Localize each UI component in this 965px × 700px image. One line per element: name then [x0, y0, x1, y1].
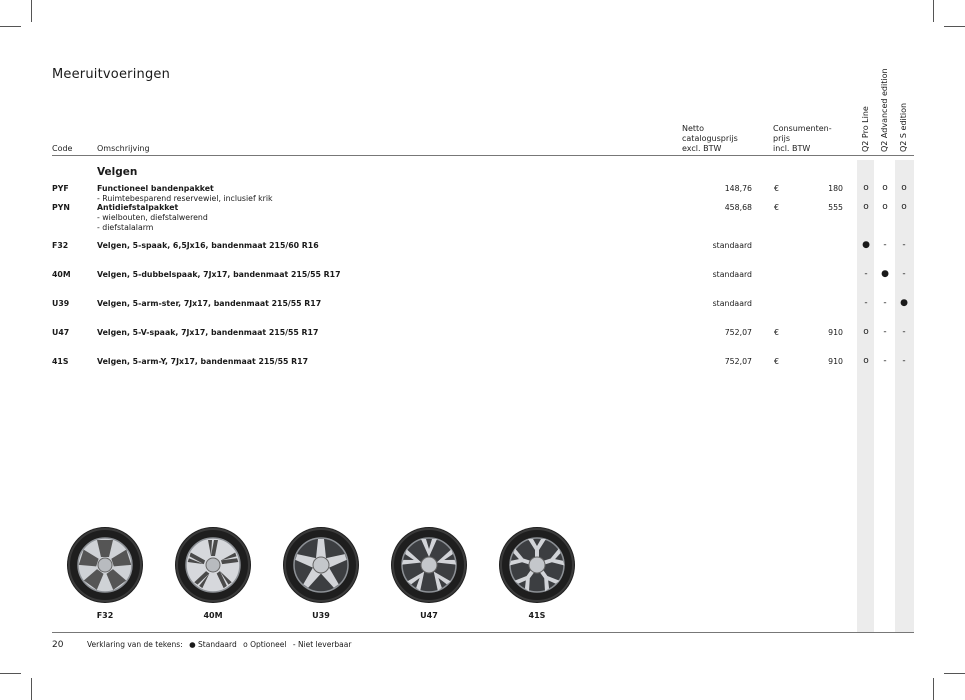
wheel-image-41s: [498, 526, 576, 604]
table-row: [0, 299, 965, 313]
row-description: Functioneel bandenpakket: [97, 184, 214, 193]
variant-column-shade: [895, 160, 914, 632]
crop-mark: [933, 678, 934, 700]
avail-s-edition: o: [901, 202, 907, 212]
row-consumer-price: 180: [828, 184, 843, 193]
avail-pro-line: ●: [862, 240, 870, 250]
avail-pro-line: -: [864, 298, 868, 308]
row-code: U39: [52, 299, 70, 308]
header-rule: [52, 155, 914, 156]
row-net-price: 752,07: [724, 357, 752, 366]
header-variant-advanced: Q2 Advanced edition: [880, 68, 889, 152]
table-row: [0, 202, 965, 232]
avail-s-edition: -: [902, 269, 906, 279]
wheel-image-u39: [282, 526, 360, 604]
row-subline: - wielbouten, diefstalwerend: [97, 213, 208, 222]
row-net-price: standaard: [712, 270, 752, 279]
row-description: Velgen, 5-V-spaak, 7Jx17, bandenmaat 215/55 R17: [97, 328, 319, 337]
row-net-price: standaard: [712, 241, 752, 250]
table-row: [0, 270, 965, 284]
header-variant-pro-line: Q2 Pro Line: [861, 106, 870, 152]
wheel-label: F32: [96, 611, 114, 620]
row-net-price: 148,76: [724, 184, 752, 193]
euro-sign: €: [774, 203, 779, 212]
header-variant-s-edition: Q2 S edition: [899, 102, 908, 152]
avail-pro-line: o: [863, 327, 869, 337]
crop-mark: [933, 0, 934, 22]
row-consumer-price: 910: [828, 357, 843, 366]
legend: [87, 640, 351, 649]
row-code: 41S: [52, 357, 69, 366]
row-net-price: standaard: [712, 299, 752, 308]
euro-sign: €: [774, 328, 779, 337]
row-description: Antidiefstalpakket: [97, 203, 179, 212]
legend-prefix: Verklaring van de tekens:: [87, 640, 183, 649]
euro-sign: €: [774, 184, 779, 193]
legend-optional: o Optioneel: [243, 640, 287, 649]
crop-mark: [31, 678, 32, 700]
avail-advanced: o: [882, 183, 888, 193]
table-row: [0, 328, 965, 342]
legend-not-available: - Niet leverbaar: [292, 640, 352, 649]
row-description: Velgen, 5-dubbelspaak, 7Jx17, bandenmaat 215/55 R17: [97, 270, 341, 279]
avail-pro-line: o: [863, 356, 869, 366]
header-description: Omschrijving: [97, 144, 150, 153]
row-consumer-price: 910: [828, 328, 843, 337]
page-title: Meeruitvoeringen: [52, 67, 171, 82]
header-consumer-price: Consumenten- prijs incl. BTW: [773, 124, 832, 153]
row-code: 40M: [52, 270, 71, 279]
row-net-price: 458,68: [724, 203, 752, 212]
avail-advanced: -: [883, 240, 887, 250]
crop-mark: [944, 673, 965, 674]
row-subline: - Ruimtebesparend reservewiel, inclusief krik: [97, 194, 273, 203]
wheel-label: 41S: [528, 611, 546, 620]
avail-pro-line: o: [863, 183, 869, 193]
crop-mark: [0, 26, 21, 27]
avail-s-edition: ●: [900, 298, 908, 308]
wheel-label: U47: [420, 611, 438, 620]
wheel-image-40m: [174, 526, 252, 604]
row-description: Velgen, 5-spaak, 6,5Jx16, bandenmaat 215/60 R16: [97, 241, 319, 250]
variant-column-shade: [857, 160, 874, 632]
avail-advanced: -: [883, 356, 887, 366]
avail-s-edition: -: [902, 327, 906, 337]
avail-pro-line: -: [864, 269, 868, 279]
table-row: [0, 357, 965, 371]
wheel-image-f32: [66, 526, 144, 604]
avail-advanced: -: [883, 298, 887, 308]
header-code: Code: [52, 144, 73, 153]
euro-sign: €: [774, 357, 779, 366]
avail-s-edition: -: [902, 240, 906, 250]
wheel-image-u47: [390, 526, 468, 604]
wheel-label: U39: [312, 611, 330, 620]
crop-mark: [31, 0, 32, 22]
row-subline: - diefstalalarm: [97, 223, 154, 232]
avail-s-edition: -: [902, 356, 906, 366]
crop-mark: [0, 673, 21, 674]
footer-rule: [52, 632, 914, 633]
row-consumer-price: 555: [828, 203, 843, 212]
row-code: PYN: [52, 203, 70, 212]
avail-pro-line: o: [863, 202, 869, 212]
avail-advanced: ●: [881, 269, 889, 279]
avail-advanced: o: [882, 202, 888, 212]
row-description: Velgen, 5-arm-ster, 7Jx17, bandenmaat 215/55 R17: [97, 299, 322, 308]
crop-mark: [944, 26, 965, 27]
row-code: U47: [52, 328, 70, 337]
avail-advanced: -: [883, 327, 887, 337]
table-row: [0, 241, 965, 255]
row-description: Velgen, 5-arm-Y, 7Jx17, bandenmaat 215/55 R17: [97, 357, 309, 366]
page-number: 20: [52, 640, 64, 650]
row-net-price: 752,07: [724, 328, 752, 337]
table-row: [0, 183, 965, 203]
section-title: Velgen: [97, 166, 138, 178]
wheel-label: 40M: [203, 611, 223, 620]
row-code: F32: [52, 241, 69, 250]
row-code: PYF: [52, 184, 69, 193]
header-net-price: Netto catalogusprijs excl. BTW: [682, 124, 738, 153]
legend-standard: ● Standaard: [189, 640, 237, 649]
avail-s-edition: o: [901, 183, 907, 193]
